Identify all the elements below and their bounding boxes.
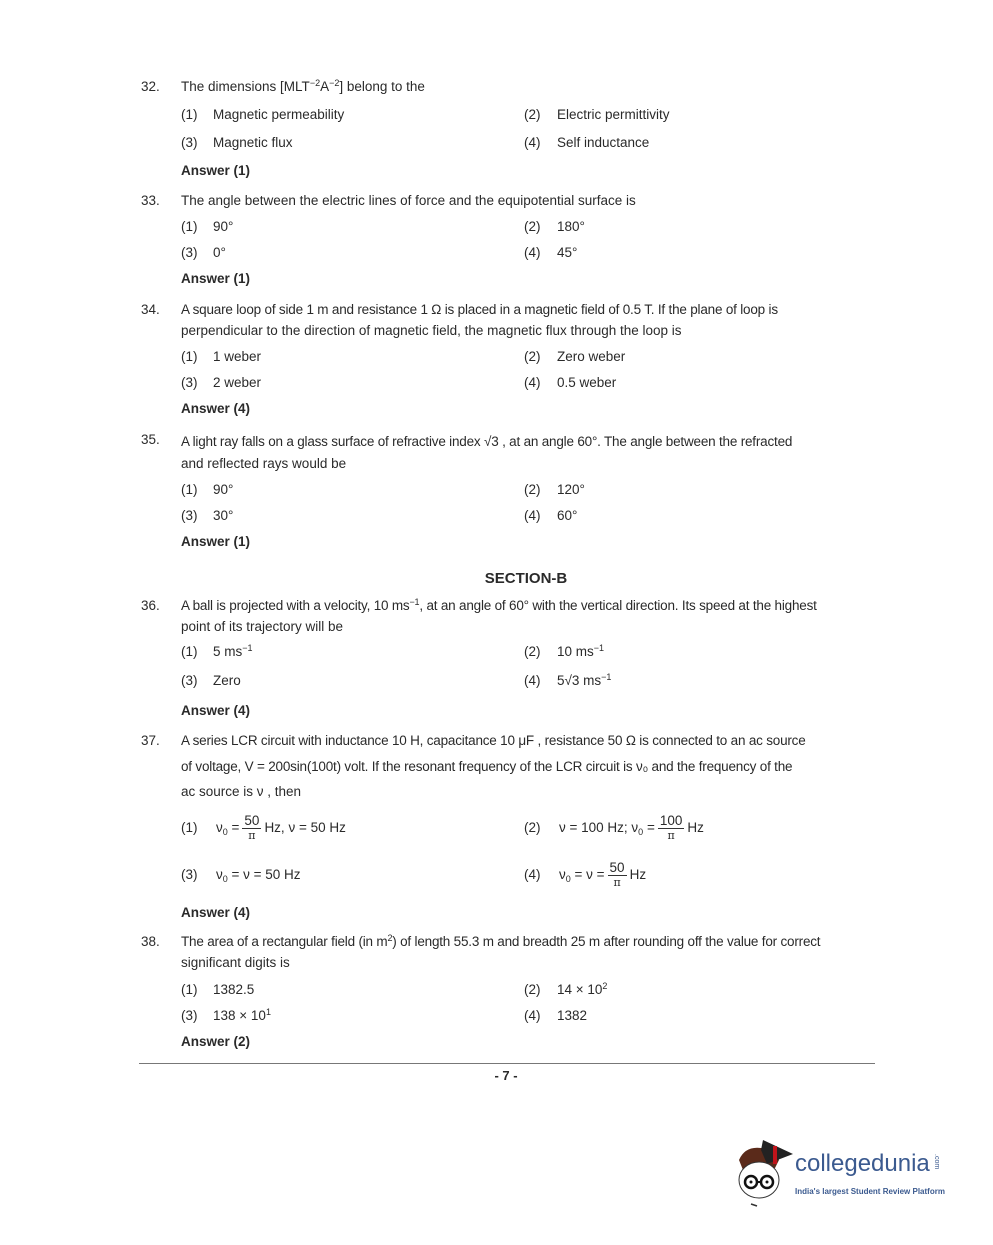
question-text: A series LCR circuit with inductance 10 H, capacitance 10 μF , resistance 50 Ω is connected to an ac source xyxy=(181,733,806,748)
option-text: Self inductance xyxy=(557,135,650,150)
question-text: and reflected rays would be xyxy=(181,456,347,471)
answer: Answer (4) xyxy=(181,905,251,920)
option-text: Magnetic flux xyxy=(213,135,293,150)
option-text: 5 $ms^{-1}$ xyxy=(213,643,253,659)
question-text: A ball is projected with a velocity, 10 $ms^{-1}$, at an angle of 60° with the vertical direction. Its speed at the highest xyxy=(181,597,817,613)
answer: Answer (4) xyxy=(181,703,251,718)
option-text: 10 $ms^{-1}$ xyxy=(557,643,605,659)
question-number: 35. xyxy=(141,432,160,447)
answer: Answer (1) xyxy=(181,271,251,286)
option-text: Zero xyxy=(213,673,241,688)
option-label: (3) xyxy=(181,1008,198,1023)
option-label: (3) xyxy=(181,508,198,523)
question-number: 32. xyxy=(141,79,160,94)
question-number: 33. xyxy=(141,193,160,208)
question-number: 36. xyxy=(141,598,160,613)
question-number: 38. xyxy=(141,934,160,949)
question-text: ac source is ν , then xyxy=(181,784,302,799)
option-label: (4) xyxy=(524,135,541,150)
question-text: point of its trajectory will be xyxy=(181,619,344,634)
option-text: 30° xyxy=(213,508,234,523)
option-text: Electric permittivity xyxy=(557,107,670,122)
option-text: 90° xyxy=(213,219,234,234)
option-text: 1382.5 xyxy=(213,982,255,997)
answer: Answer (2) xyxy=(181,1034,251,1049)
answer: Answer (1) xyxy=(181,534,251,549)
option-text: $138 \times 10^1$ xyxy=(213,1007,271,1023)
option-label: (4) xyxy=(524,673,541,688)
option-label: (1) xyxy=(181,482,198,497)
option-label: (2) xyxy=(524,982,541,997)
section-heading: SECTION-B xyxy=(484,570,568,587)
logo-brand: collegedunia xyxy=(795,1150,930,1177)
question-text: perpendicular to the direction of magnetic field, the magnetic flux through the loop is xyxy=(181,323,682,338)
option-label: (3) xyxy=(181,673,198,688)
option-label: (4) xyxy=(524,245,541,260)
option-label: (4) xyxy=(524,1008,541,1023)
option-text: 0° xyxy=(213,245,226,260)
answer: Answer (1) xyxy=(181,163,251,178)
option-label: (2) xyxy=(524,107,541,122)
option-label: (3) xyxy=(181,135,198,150)
option-text: 0.5 weber xyxy=(557,375,617,390)
option-label: (1) xyxy=(181,982,198,997)
question-number: 37. xyxy=(141,733,160,748)
option-text: 60° xyxy=(557,508,578,523)
option-text: $\nu_0 = \nu$ = $\frac{50}{\pi}$ Hz xyxy=(559,859,647,889)
logo-tagline: India's largest Student Review Platform xyxy=(795,1187,945,1196)
question-text: A square loop of side 1 m and resistance 1 Ω is placed in a magnetic field of 0.5 T. If the plane of loop is xyxy=(181,302,778,317)
option-text: 1 weber xyxy=(213,349,262,364)
option-label: (1) xyxy=(181,107,198,122)
option-label: (3) xyxy=(181,245,198,260)
question-text: significant digits is xyxy=(181,955,290,970)
question-text: The area of a rectangular field (in $m^2$) of length 55.3 m and breadth 25 m after rounding off the value for correct xyxy=(181,933,821,949)
option-label: (1) xyxy=(181,349,198,364)
page-number: - 7 - xyxy=(494,1068,518,1083)
option-text: ν = 100 Hz; $\nu_0$ = $\frac{100}{\pi}$ Hz xyxy=(559,812,704,842)
question-text: of voltage, V = 200sin(100t) volt. If the resonant frequency of the LCR circuit is ν₀ and the frequency of the xyxy=(181,759,793,774)
option-text: $\nu_0 = \nu = 50$ Hz xyxy=(216,867,301,884)
fraction: $\frac{50}{\pi}$ xyxy=(609,859,625,889)
option-label: (3) xyxy=(181,867,198,882)
option-text: 5√3 $ms^{-1}$ xyxy=(557,672,612,688)
option-label: (2) xyxy=(524,820,541,835)
question-number: 34. xyxy=(141,302,160,317)
question-text: A light ray falls on a glass surface of refractive index √3 , at an angle 60°. The angle between the refracted xyxy=(181,434,793,449)
question-text: The dimensions $[MLT^{-2}A^{-2}]$ belong to the xyxy=(181,78,425,94)
option-label: (4) xyxy=(524,867,541,882)
option-label: (1) xyxy=(181,644,198,659)
option-text: 180° xyxy=(557,219,585,234)
fraction: $\frac{50}{\pi}$ xyxy=(244,812,260,842)
option-label: (4) xyxy=(524,375,541,390)
mascot-icon xyxy=(735,1138,795,1210)
question-text: The angle between the electric lines of force and the equipotential surface is xyxy=(181,193,636,208)
option-text: 90° xyxy=(213,482,234,497)
option-label: (3) xyxy=(181,375,198,390)
answer: Answer (4) xyxy=(181,401,251,416)
fraction: $\frac{100}{\pi}$ xyxy=(659,812,683,842)
option-text: 2 weber xyxy=(213,375,262,390)
option-text: $14 \times 10^2$ xyxy=(557,981,608,997)
option-label: (2) xyxy=(524,482,541,497)
option-text: $\nu_0$ = $\frac{50}{\pi}$ Hz, ν = 50 Hz xyxy=(216,812,346,842)
option-text: 120° xyxy=(557,482,585,497)
option-label: (2) xyxy=(524,219,541,234)
footer-divider xyxy=(139,1063,875,1064)
option-label: (1) xyxy=(181,820,198,835)
option-text: Magnetic permeability xyxy=(213,107,345,122)
collegedunia-logo xyxy=(735,1138,975,1213)
option-label: (2) xyxy=(524,644,541,659)
option-label: (1) xyxy=(181,219,198,234)
option-text: 1382 xyxy=(557,1008,588,1023)
logo-suffix: .com xyxy=(933,1154,940,1170)
option-text: Zero weber xyxy=(557,349,626,364)
option-label: (4) xyxy=(524,508,541,523)
option-text: 45° xyxy=(557,245,578,260)
option-label: (2) xyxy=(524,349,541,364)
